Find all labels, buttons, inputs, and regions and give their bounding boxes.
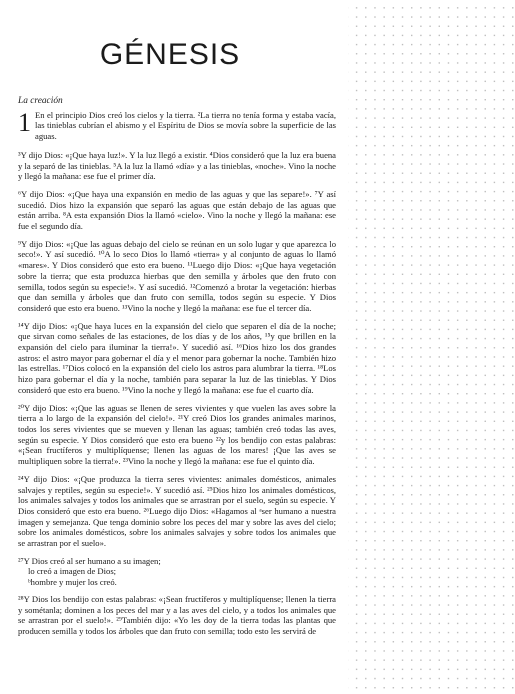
paragraph-3: ⁶Y dijo Dios: «¡Que haya una expansión en medio de las aguas y que las separe!». ⁷Y así sucedió. Dios hizo la expansión que separó las aguas que están debajo de las aguas que están arriba. ⁸A esta expansión Dios la llamó «cielo». Vino la noche y llegó la mañana: ese fue el segundo día. (18, 188, 336, 232)
section-heading: La creación (18, 96, 63, 106)
column-divider (345, 30, 346, 680)
paragraph-8: ²⁸Y Dios los bendijo con estas palabras: «¡Sean fructíferos y multiplíquense; llenen la tierra y sométanla; dominen a los peces del mar y a las aves del cielo, y a todos los animales que se arrastran por el suelo!». ²⁹También dijo: «Yo les doy de la tierra todas las plantas que producen semilla y todos los árboles que dan fruto con semilla; todo esto les servirá de (18, 593, 336, 636)
chapter-number: 1 (18, 107, 31, 137)
poetry-block (18, 556, 336, 588)
poetry-line: lo creó a imagen de Dios; (28, 566, 117, 577)
paragraph-text: En el principio Dios creó los cielos y la tierra. ²La tierra no tenía forma y estaba vacía, las tinieblas cubrían el abismo y el Espíritu de Dios se movía sobre la superficie de las aguas. (35, 109, 336, 142)
journaling-dot-grid (348, 0, 515, 694)
paragraph-1 (18, 107, 336, 142)
paragraph-2: ³Y dijo Dios: «¡Que haya luz!». Y la luz llegó a existir. ⁴Dios consideró que la luz era buena y la separó de las tinieblas. ⁵A la luz la llamó «día» y a las tinieblas, «noche». Vino la noche y llegó la mañana: ese fue el primer día. (18, 149, 336, 182)
paragraph-4: ⁹Y dijo Dios: «¡Que las aguas debajo del cielo se reúnan en un solo lugar y que aparezca lo seco!». Y así sucedió. ¹⁰A lo seco Dios lo llamó «tierra» y al conjunto de aguas lo llamó «mares». Y Dios consideró que esto era bueno. ¹¹Luego dijo Dios: «¡Que haya vegetación sobre la tierra; que esta produzca hierbas que den semilla y árboles que den fruto con semilla, todos según su especie!». Y así sucedió. ¹²Comenzó a brotar la vegetación: hierbas que dan semilla y árboles que dan fruto con semilla, todos según su especie. Y Dios consideró que esto era bueno. ¹³Vino la noche y llegó la mañana: ese fue el tercer día. (18, 238, 336, 313)
paragraph-6: ²⁰Y dijo Dios: «¡Que las aguas se llenen de seres vivientes y que vuelen las aves sobre la tierra a lo largo de la expansión del cielo!». ²¹Y creó Dios los grandes animales marinos, todos los seres vivientes que se mueven y llenan las aguas; también creó todas las aves, según su especie. Y Dios consideró que esto era bueno ²²y los bendijo con estas palabras: «¡Sean fructíferos y multiplíquense; llenen las aguas de los mares! ¡Que las aves se multipliquen sobre la tierra!». ²³Vino la noche y llegó la mañana: ese fue el quinto día. (18, 402, 336, 467)
poetry-line: ²⁷Y Dios creó al ser humano a su imagen; (18, 555, 161, 566)
paragraph-5: ¹⁴Y dijo Dios: «¡Que haya luces en la expansión del cielo que separen el día de la noche; que sirvan como señales de las estaciones, de los días y de los años, ¹⁵y que brillen en la expansión del cielo para iluminar la tierra!». Y sucedió así. ¹⁶Dios hizo los dos grandes astros: el astro mayor para gobernar el día y el menor para gobernar la noche. También hizo las estrellas. ¹⁷Dios colocó en la expansión del cielo los astros para alumbrar la tierra. ¹⁸Los hizo para gobernar el día y la noche, también para separar la luz de las tinieblas. Y Dios consideró que esto era bueno. ¹⁹Vino la noche y llegó la mañana: ese fue el cuarto día. (18, 320, 336, 395)
poetry-line: ᵇhombre y mujer los creó. (28, 577, 117, 588)
book-title: GÉNESIS (99, 38, 241, 71)
scripture-text-column (18, 96, 336, 644)
paragraph-7: ²⁴Y dijo Dios: «¡Que produzca la tierra seres vivientes: animales domésticos, animales salvajes y reptiles, según su especie!». Y sucedió así. ²⁵Dios hizo los animales domésticos, los animales salvajes y todos los animales que se arrastran por el suelo, según su especie. Y Dios consideró que esto era bueno. ²⁶Luego dijo Dios: «Hagamos al ᵃser humano a nuestra imagen y semejanza. Que tenga dominio sobre los peces del mar y sobre las aves del cielo; sobre los animales domésticos, sobre los animales salvajes y sobre todos los animales que se arrastran por el suelo». (18, 473, 336, 549)
